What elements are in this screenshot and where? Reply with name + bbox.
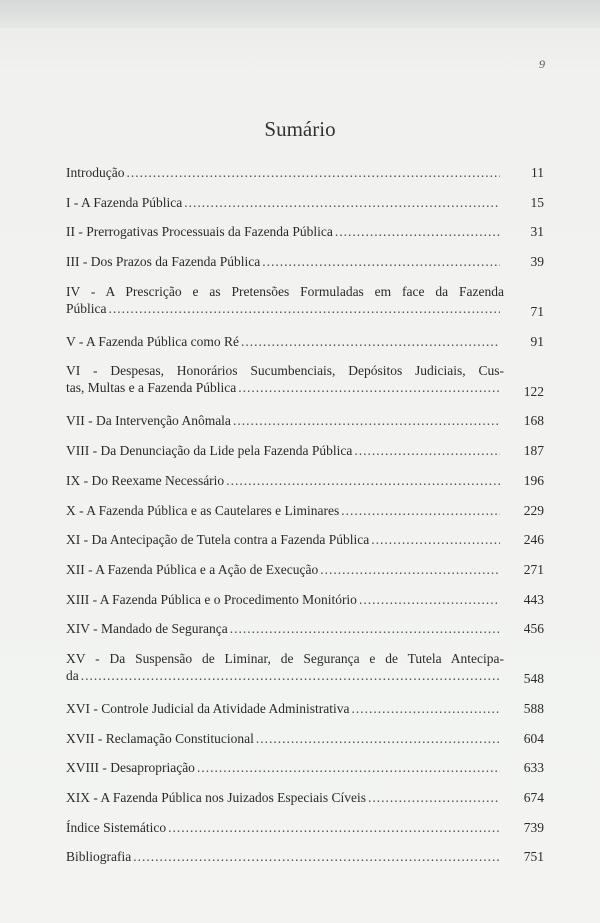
toc-entry[interactable]: [66, 283, 544, 333]
table-of-contents: [66, 164, 544, 878]
toc-entry[interactable]: [66, 561, 544, 591]
dot-leader: [354, 442, 500, 459]
dot-leader: [81, 667, 500, 684]
dot-leader: [126, 164, 500, 181]
toc-entry[interactable]: [66, 223, 544, 253]
toc-entry-title: IX - Do Reexame Necessário: [66, 472, 225, 488]
toc-entry[interactable]: [66, 164, 544, 194]
dot-leader: [197, 759, 500, 776]
dot-leader: [233, 412, 500, 429]
toc-entry[interactable]: [66, 789, 544, 819]
toc-entry[interactable]: [66, 591, 544, 621]
toc-entry-page: 229: [523, 502, 544, 518]
dot-leader: [371, 531, 500, 548]
toc-entry[interactable]: [66, 819, 544, 849]
toc-entry[interactable]: [66, 362, 544, 412]
toc-entry[interactable]: [66, 730, 544, 760]
dot-leader: [341, 502, 500, 519]
toc-entry-title: XI - Da Antecipação de Tutela contra a Fazenda Pública: [66, 532, 370, 548]
toc-entry[interactable]: [66, 848, 544, 878]
toc-entry-title: Introdução: [66, 165, 125, 180]
scan-edge: [0, 0, 600, 28]
toc-entry-page: 11: [531, 165, 544, 180]
toc-entry-title: VIII - Da Denunciação da Lide pela Fazenda Pública: [66, 443, 353, 459]
dot-leader: [241, 333, 500, 350]
toc-entry-title: XIX - A Fazenda Pública nos Juizados Especiais Cíveis: [66, 790, 366, 805]
toc-entry-title: da: [66, 667, 79, 683]
toc-entry-page: 31: [530, 224, 544, 240]
toc-entry-title: XII - A Fazenda Pública e a Ação de Execução: [66, 561, 319, 577]
toc-entry-page: 633: [523, 760, 544, 776]
toc-entry-title: XVI - Controle Judicial da Atividade Administrativa: [66, 700, 350, 716]
toc-entry[interactable]: [66, 472, 544, 502]
toc-entry-title: X - A Fazenda Pública e as Cautelares e Liminares: [66, 502, 340, 518]
toc-entry-page: 751: [523, 849, 544, 865]
toc-entry[interactable]: [66, 194, 544, 224]
dot-leader: [359, 591, 500, 608]
toc-entry[interactable]: [66, 700, 544, 730]
toc-entry[interactable]: [66, 442, 544, 472]
page-number: 9: [539, 57, 545, 71]
toc-entry[interactable]: [66, 650, 544, 700]
toc-entry-page: 739: [523, 819, 544, 835]
toc-entry-page: 246: [523, 532, 544, 548]
dot-leader: [262, 253, 500, 270]
dot-leader: [238, 379, 500, 396]
toc-entry-title: XIV - Mandado de Segurança: [66, 621, 228, 637]
toc-entry-page: 443: [523, 591, 544, 607]
toc-entry-title: tas, Multas e a Fazenda Pública: [66, 380, 237, 396]
toc-entry-title-line: IV - A Prescrição e as Pretensões Formuladas em face da Fazenda: [66, 283, 504, 299]
toc-entry[interactable]: [66, 759, 544, 789]
dot-leader: [256, 730, 500, 747]
toc-entry-page: 187: [523, 443, 544, 459]
toc-entry-title: V - A Fazenda Pública como Ré: [66, 333, 239, 349]
toc-entry-title: Índice Sistemático: [66, 819, 167, 835]
toc-entry-title: XIII - A Fazenda Pública e o Procedimento Monitório: [66, 591, 357, 607]
toc-entry-page: 456: [523, 621, 544, 637]
dot-leader: [335, 223, 500, 240]
toc-entry-page: 71: [530, 304, 544, 320]
toc-entry-title: VII - Da Intervenção Anômala: [66, 413, 231, 429]
toc-entry[interactable]: [66, 531, 544, 561]
toc-entry[interactable]: [66, 333, 544, 363]
dot-leader: [351, 700, 500, 717]
toc-entry-title-line: XV - Da Suspensão de Liminar, de Segurança e de Tutela Antecipa-: [66, 650, 504, 666]
toc-entry-page: 674: [523, 790, 544, 805]
dot-leader: [226, 472, 500, 489]
toc-entry-title: III - Dos Prazos da Fazenda Pública: [66, 254, 261, 270]
toc-entry-page: 604: [523, 730, 544, 746]
dot-leader: [168, 819, 500, 836]
toc-entry-title: XVIII - Desapropriação: [66, 760, 195, 776]
toc-entry-page: 548: [523, 671, 544, 687]
dot-leader: [368, 789, 500, 806]
toc-entry-page: 122: [523, 383, 544, 399]
toc-entry-title: Pública: [66, 300, 107, 316]
toc-entry[interactable]: [66, 253, 544, 283]
toc-entry-title: XVII - Reclamação Constitucional: [66, 730, 254, 746]
toc-entry[interactable]: [66, 502, 544, 532]
dot-leader: [230, 620, 500, 637]
dot-leader: [320, 561, 500, 578]
toc-entry-page: 168: [523, 413, 544, 429]
dot-leader: [133, 848, 500, 865]
dot-leader: [109, 300, 501, 317]
toc-entry-page: 39: [530, 254, 544, 270]
toc-entry-title: Bibliografia: [66, 849, 132, 865]
page-title: Sumário: [264, 117, 336, 141]
toc-entry[interactable]: [66, 620, 544, 650]
toc-entry-page: 271: [523, 561, 544, 577]
toc-entry[interactable]: [66, 412, 544, 442]
toc-entry-title: I - A Fazenda Pública: [66, 194, 183, 210]
toc-entry-page: 196: [523, 472, 544, 488]
toc-entry-page: 588: [523, 700, 544, 716]
toc-entry-page: 91: [530, 333, 544, 349]
toc-entry-title: II - Prerrogativas Processuais da Fazenda Pública: [66, 224, 333, 240]
toc-entry-page: 15: [530, 194, 544, 210]
dot-leader: [184, 194, 500, 211]
toc-entry-title-line: VI - Despesas, Honorários Sucumbenciais, Depósitos Judiciais, Cus-: [66, 363, 504, 379]
